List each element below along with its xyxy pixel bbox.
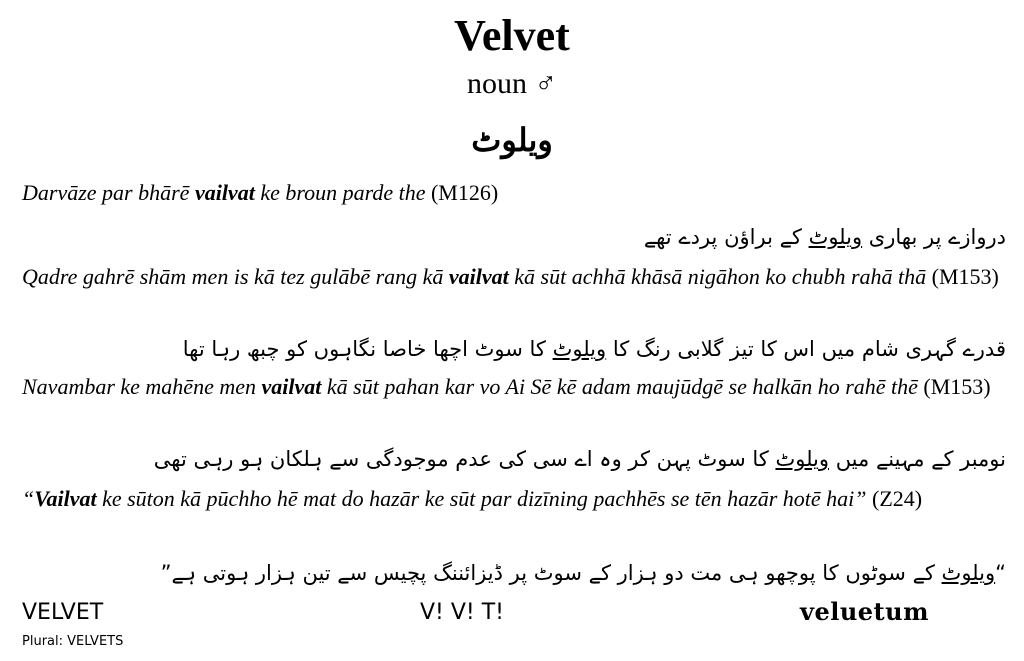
example-2-urdu: قدرے گہری شام میں اس کا تیز گلابی رنگ کا ویلوٹ کا سوٹ اچھا خاصا نگاہوں کو چبھ رہا تھا <box>182 337 1006 361</box>
example-3-urdu: نومبر کے مہینے میں ویلوٹ کا سوٹ پہن کر وہ اے سی کی عدم موجودگی سے ہلکان ہو رہی تھی <box>153 447 1006 471</box>
example-1-roman: Darvāze par bhārē vailvat ke broun parde the (M126) <box>22 180 499 205</box>
part-of-speech: noun ♂ <box>467 67 557 100</box>
english-word: VELVET <box>22 600 104 625</box>
headword: Velvet <box>454 11 570 60</box>
example-2-roman: Qadre gahrē shām men is kā tez gulābē rang kā vailvat kā sūt achhā khāsā nigāhon ko chubh rahā thā (M153) <box>22 264 999 289</box>
example-3-roman: Navambar ke mahēne men vailvat kā sūt pahan kar vo Ai Sē kē adam maujūdgē se halkān ho rahē thē (M153) <box>22 374 991 399</box>
example-4-roman: “Vailvat ke sūton kā pūchho hē mat do hazār ke sūt par dizīning pachhēs se tēn hazār hotē hai” (Z24) <box>22 486 923 511</box>
phonetic-spelling: V! V! T! <box>420 600 504 625</box>
plural-form: Plural: VELVETS <box>22 634 124 649</box>
example-4-urdu: “ویلوٹ کے سوٹوں کا پوچھو ہی مت دو ہزار کے سوٹ پر ڈیزائننگ پچیس سے تین ہزار ہوتی ہے” <box>160 561 1006 585</box>
urdu-headword: ویلوٹ <box>471 122 553 158</box>
etymology: veluetum <box>800 597 929 626</box>
example-1-urdu: دروازے پر بھاری ویلوٹ کے براؤن پردے تھے <box>643 225 1006 249</box>
